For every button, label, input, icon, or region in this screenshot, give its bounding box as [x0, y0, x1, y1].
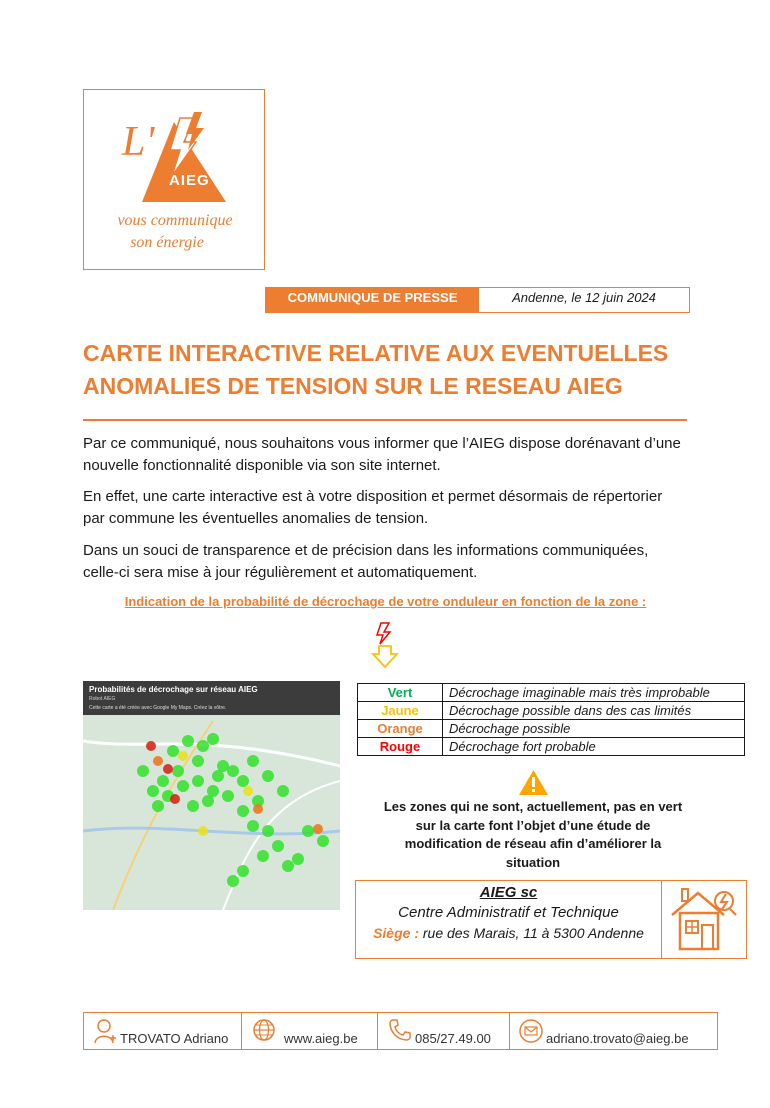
phone-number[interactable]: 085/27.49.00: [415, 1031, 491, 1046]
legend-label-vert: Vert: [358, 684, 443, 702]
warning-text: Les zones qui ne sont, actuellement, pas en vert sur la carte font l’objet d’une étude de modification de réseau afin d’améliorer la situation: [383, 799, 683, 870]
footer-contact: [84, 1013, 242, 1049]
legend-label-orange: Orange: [358, 720, 443, 738]
map-note: Cette carte a été créée avec Google My Maps. Créez la vôtre.: [89, 705, 227, 711]
legend-description: Décrochage fort probable: [443, 738, 745, 756]
footer-website[interactable]: [242, 1013, 378, 1049]
legend-label-rouge: Rouge: [358, 738, 443, 756]
legend-table: [357, 683, 745, 756]
press-label: COMMUNIQUE DE PRESSE: [266, 288, 479, 312]
logo-tagline-1: vous communique: [117, 212, 233, 229]
legend-description: Décrochage imaginable mais très improbable: [443, 684, 745, 702]
company-center: Centre Administratif et Technique: [398, 904, 619, 921]
email-icon: [518, 1018, 544, 1044]
legend-description: Décrochage possible dans des cas limités: [443, 702, 745, 720]
lightning-arrow-icon: [371, 622, 399, 668]
map-canvas: [83, 681, 340, 910]
globe-icon: [252, 1018, 276, 1042]
address-box: [355, 880, 747, 959]
logo-brand: AIEG: [169, 172, 210, 189]
map-subtitle: Robot AIEG: [89, 696, 116, 702]
footer-contact-bar: [83, 1012, 718, 1050]
siege-value: rue des Marais, 11 à 5300 Andenne: [422, 925, 644, 941]
press-date: Andenne, le 12 juin 2024: [512, 290, 656, 305]
user-icon: [94, 1018, 116, 1044]
interactive-map[interactable]: [83, 681, 340, 910]
company-name: AIEG sc: [479, 884, 538, 901]
indication-heading: Indication de la probabilité de décrochage de votre onduleur en fonction de la zone :: [124, 594, 647, 609]
company-address: [356, 925, 661, 941]
warning-icon: [518, 769, 549, 796]
legend-row: [358, 738, 745, 756]
website-link[interactable]: www.aieg.be: [284, 1031, 358, 1046]
paragraph-intro: Par ce communiqué, nous souhaitons vous informer que l’AIEG dispose dorénavant d’une nouvelle fonctionnalité disponible via son site internet.: [83, 435, 681, 474]
press-header: [265, 287, 690, 313]
footer-email[interactable]: [510, 1013, 717, 1049]
paragraph-update: Dans un souci de transparence et de précision dans les informations communiquées, celle-ci sera mise à jour régulièrement et automatiquement.: [83, 542, 649, 581]
address-divider: [661, 881, 662, 958]
siege-label: Siège :: [373, 925, 419, 941]
map-header: [83, 681, 340, 715]
map-title: Probabilités de décrochage sur réseau AIEG: [89, 685, 258, 694]
logo-tagline-2: son énergie: [130, 234, 204, 251]
legend-row: [358, 702, 745, 720]
paragraph-map: En effet, une carte interactive est à votre disposition et permet désormais de répertorier par commune les éventuelles anomalies de tension.: [83, 488, 663, 527]
email-address[interactable]: adriano.trovato@aieg.be: [546, 1031, 689, 1046]
page-title: CARTE INTERACTIVE RELATIVE AUX EVENTUELLES ANOMALIES DE TENSION SUR LE RESEAU AIEG: [83, 340, 669, 399]
footer-phone[interactable]: [378, 1013, 510, 1049]
logo-letter: L': [122, 119, 155, 165]
phone-icon: [388, 1018, 412, 1042]
smart-home-icon: [668, 885, 740, 953]
legend-description: Décrochage possible: [443, 720, 745, 738]
legend-row: [358, 684, 745, 702]
contact-name: TROVATO Adriano: [120, 1031, 229, 1046]
legend-label-jaune: Jaune: [358, 702, 443, 720]
legend-row: [358, 720, 745, 738]
logo: [83, 89, 265, 270]
title-divider: [83, 419, 687, 421]
